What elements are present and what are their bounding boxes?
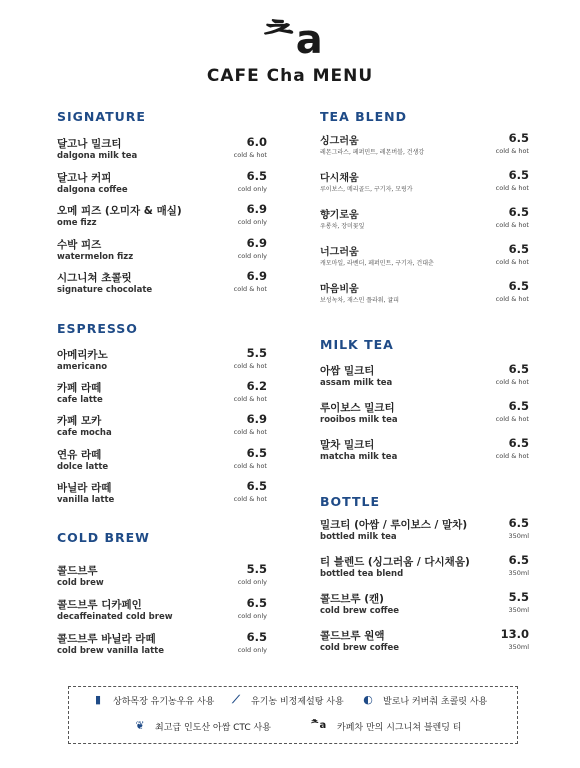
menu-item-name-ko: 콜드브루 (캔) [320,593,384,605]
menu-item [57,380,267,412]
menu-item-note: cold only [237,646,267,654]
menu-item-note: cold & hot [233,395,267,404]
menu-item-name-ko: 연유 라떼 [57,448,102,461]
menu-item [320,169,529,201]
menu-item-name-ko: 오메 피즈 (오미자 & 매실) [57,205,182,217]
menu-item-name-en: signature chocolate [57,285,153,295]
menu-item-price: 6.0 [246,135,267,149]
tea-leaf-icon: ❦ [135,719,145,732]
menu-item-name-en: cafe latte [57,395,103,406]
menu-item-name-en: dalgona coffee [57,184,128,195]
menu-item-note: cold & hot [495,258,529,266]
ingredient-info-box [68,686,518,744]
menu-item-note: 350ml [508,643,529,651]
menu-item [320,132,529,164]
section-teablend [320,109,529,304]
menu-item-price: 6.5 [508,279,529,293]
section-espresso [57,321,267,505]
menu-item-name-ko: 아메리카노 [57,349,108,361]
menu-item-ingredients: 캐모마일, 라벤더, 페퍼민트, 구기자, 건대춘 [320,260,434,267]
menu-title: CAFE Cha MENU [206,66,374,86]
menu-item-note: 350ml [508,532,529,540]
menu-item-price: 6.5 [508,205,529,219]
menu-item-price: 6.5 [246,445,267,460]
menu-item-name-ko: 루이보스 밀크티 [320,402,395,414]
menu-item [320,517,529,549]
menu-item-note: cold & hot [495,415,529,423]
left-column [57,0,267,768]
menu-item [57,347,267,379]
menu-item-note: cold & hot [233,461,267,470]
menu-item-note: 350ml [508,569,529,577]
menu-item-note: cold & hot [233,285,267,293]
footer-item [91,693,214,707]
cacao-bean-icon: ◐ [363,693,373,706]
menu-item-note: cold & hot [495,221,529,229]
menu-item-price: 6.5 [508,399,529,413]
menu-item [320,554,529,586]
section-title: BOTTLE [320,494,380,509]
section-bottle [320,494,529,653]
menu-item-name-ko: 밀크티 (아쌈 / 루이보스 / 말차) [320,519,468,531]
milk-bottle-icon: ▮ [94,693,102,706]
menu-item-name-ko: 마음비움 [320,284,359,295]
menu-item-name-en: dalgona milk tea [57,151,138,161]
menu-item-name-ko: 카페 모카 [57,415,102,428]
menu-item-price: 6.5 [508,436,529,450]
menu-item [57,237,267,269]
menu-item-note: cold & hot [495,295,529,303]
menu-item-name-ko: 아쌈 밀크티 [320,365,375,377]
menu-item-name-ko: 싱그러움 [320,136,359,147]
menu-item [320,400,529,432]
menu-item-name-en: cafe mocha [57,428,112,439]
footer-item-text: 최고급 인도산 아쌈 CTC 사용 [155,722,271,733]
menu-item-price: 5.5 [508,590,529,604]
menu-item-name-ko: 향기로움 [320,210,359,221]
menu-item-name-ko: 콜드브루 원액 [320,630,385,642]
menu-item [320,591,529,623]
menu-item-name-en: cold brew coffee [320,606,399,616]
menu-item-name-ko: 시그니쳐 초콜릿 [57,272,132,284]
menu-item-name-en: dolce latte [57,461,109,472]
cafe-cha-logo-icon: ᄎa [309,720,327,731]
menu-item-name-en: watermelon fizz [57,251,134,262]
section-signature [57,109,267,295]
menu-item [320,206,529,238]
menu-item-note: cold & hot [233,362,267,370]
footer-item [361,693,487,707]
menu-item-note: cold & hot [495,184,529,192]
menu-item-price: 6.5 [508,242,529,256]
menu-item-name-en: assam milk tea [320,378,393,388]
menu-item-price: 6.9 [246,412,267,427]
menu-item-price: 6.5 [508,516,529,530]
menu-item-note: cold only [237,578,267,586]
menu-item-note: cold & hot [233,151,267,159]
menu-item-price: 6.5 [246,478,267,493]
menu-item-note: cold only [237,184,267,193]
menu-item-name-ko: 수박 피즈 [57,238,102,251]
menu-item [57,270,267,302]
menu-item-ingredients: 보성녹차, 재스민 플라워, 귤피 [320,297,400,304]
menu-item-name-ko: 말차 밀크티 [320,439,375,451]
section-title: MILK TEA [320,337,394,352]
menu-item-name-ko: 콜드브루 디카페인 [57,599,142,611]
menu-item [57,597,267,629]
section-title: SIGNATURE [57,109,146,124]
menu-item-note: cold & hot [233,494,267,503]
menu-item-price: 6.5 [246,168,267,183]
section-title: TEA BLEND [320,109,407,124]
sugarcane-icon: ⟋ [232,693,240,706]
footer-item [307,719,461,733]
menu-item [320,280,529,312]
menu-item-price: 6.5 [508,553,529,567]
menu-item-price: 6.2 [246,379,267,394]
footer-item [133,719,271,733]
menu-item-ingredients: 레몬그라스, 페퍼민트, 레몬버블, 건생강 [320,149,425,156]
menu-item-ingredients: 루이보스, 메리골드, 구기자, 모링가 [320,186,413,193]
menu-item-name-en: rooibos milk tea [320,415,398,425]
menu-item-price: 6.9 [246,235,267,250]
menu-item-name-en: cold brew vanilla latte [57,646,164,656]
menu-item-price: 6.5 [508,168,529,182]
menu-item-name-en: bottled tea blend [320,569,404,579]
menu-item-price: 6.5 [508,131,529,145]
menu-item-note: cold only [237,251,267,260]
menu-item-name-ko: 콜드브루 [57,565,98,577]
menu-item-note: cold & hot [495,378,529,386]
section-milktea [320,337,529,462]
menu-item [57,413,267,445]
menu-item-price: 6.9 [246,269,267,283]
menu-item-name-ko: 바닐라 라떼 [57,481,112,494]
footer-item [229,693,344,707]
right-column [320,0,529,768]
menu-item-name-en: matcha milk tea [320,452,398,462]
menu-item-note: cold only [237,612,267,620]
menu-item-note: cold only [237,218,267,226]
menu-item-note: 350ml [508,606,529,614]
menu-item-price: 5.5 [246,346,267,360]
menu-item-name-ko: 달고나 밀크티 [57,138,122,150]
menu-item-note: cold & hot [495,147,529,155]
section-title: ESPRESSO [57,321,138,336]
section-title: COLD BREW [57,530,150,545]
menu-item-price: 13.0 [500,627,529,641]
menu-item-price: 6.5 [246,596,267,610]
footer-item-text: 상하목장 유기농우유 사용 [113,696,215,707]
menu-item-name-en: decaffeinated cold brew [57,612,173,622]
menu-item [320,437,529,469]
menu-item-ingredients: 우롱차, 장미꽃잎 [320,223,365,230]
menu-item-name-en: americano [57,362,108,372]
menu-item-note: cold & hot [495,452,529,460]
menu-item [57,203,267,235]
menu-item-price: 6.5 [508,362,529,376]
menu-item-note: cold & hot [233,428,267,437]
menu-item [320,243,529,275]
menu-item-name-ko: 티 블렌드 (싱그러움 / 다시채움) [320,556,470,568]
menu-item [320,363,529,395]
menu-item-price: 5.5 [246,562,267,576]
footer-item-text: 카페차 만의 시그니쳐 블렌딩 티 [337,722,462,733]
menu-item-name-ko: 콜드브루 바닐라 라떼 [57,633,156,645]
menu-item [320,628,529,660]
menu-item-price: 6.9 [246,202,267,216]
footer-item-text: 유기농 비정제설탕 사용 [251,696,344,707]
menu-item-name-en: cold brew [57,578,104,588]
menu-item [57,447,267,479]
menu-item [57,136,267,168]
menu-item [57,563,267,595]
menu-item [57,631,267,663]
menu-item-name-ko: 카페 라떼 [57,382,102,395]
section-coldbrew [57,530,267,656]
menu-item-name-en: cold brew coffee [320,643,399,653]
menu-item-name-en: bottled milk tea [320,532,397,542]
cafe-cha-logo: ᄎa [259,17,321,63]
footer-item-text: 발로나 커버춰 초콜릿 사용 [383,696,488,707]
menu-item-name-en: vanilla latte [57,494,115,505]
menu-item [57,170,267,202]
menu-item-name-ko: 다시채움 [320,173,359,184]
menu-item-name-en: ome fizz [57,218,97,228]
menu-item-price: 6.5 [246,630,267,644]
menu-item-name-ko: 너그러움 [320,247,359,258]
menu-item [57,480,267,512]
menu-item-name-ko: 달고나 커피 [57,171,112,184]
